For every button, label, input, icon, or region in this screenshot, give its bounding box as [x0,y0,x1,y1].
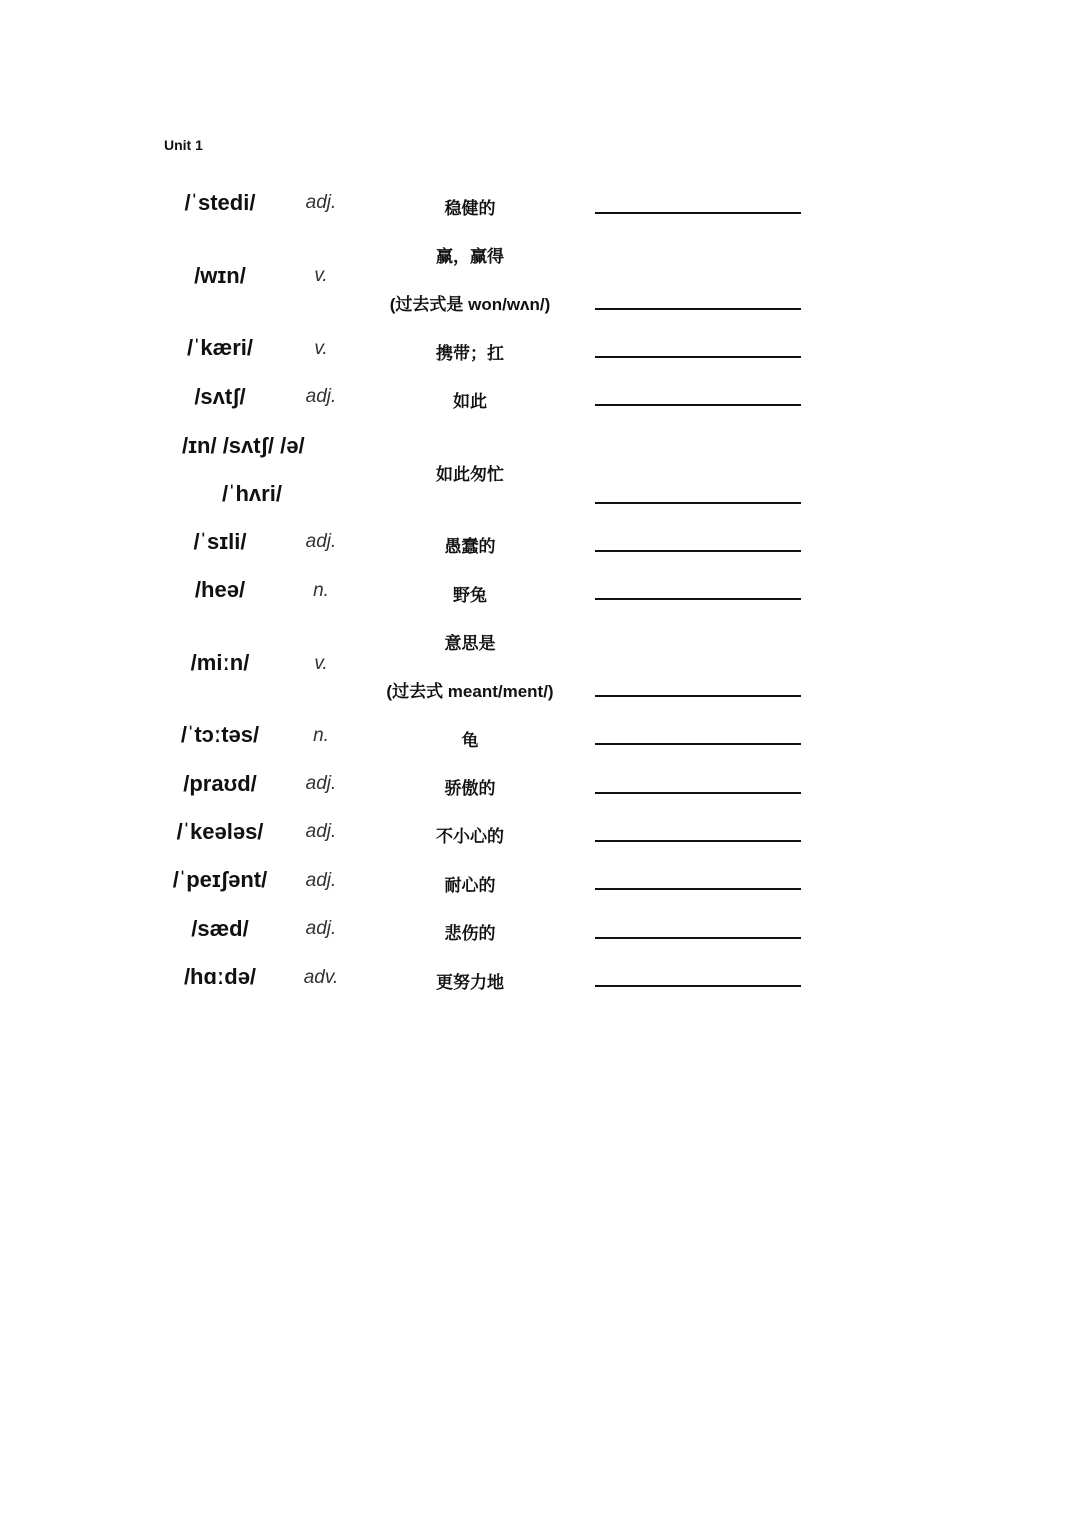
meaning-note: (过去式 meant/ment/) [386,682,554,701]
answer-blank[interactable] [595,308,801,310]
part-of-speech: v. [314,653,328,674]
phonetic: /ˈtɔːtəs/ [180,722,260,747]
meaning: 稳健的 [444,199,496,218]
meaning: 如此匆忙 [436,465,504,484]
phonetic: /sʌtʃ/ [194,384,246,409]
meaning: 愚蠢的 [444,537,496,556]
answer-blank[interactable] [595,502,801,504]
answer-blank[interactable] [595,792,801,794]
answer-blank[interactable] [595,937,801,939]
answer-blank[interactable] [595,404,801,406]
phonetic: /ˈpeɪʃənt/ [172,867,268,892]
part-of-speech: n. [313,580,329,601]
part-of-speech: adj. [305,821,337,842]
answer-blank[interactable] [595,743,801,745]
meaning: 携带；扛 [436,344,504,363]
part-of-speech: v. [314,338,328,359]
part-of-speech: v. [314,265,328,286]
phonetic: /ˈsɪli/ [193,529,247,554]
phonetic: /praʊd/ [183,771,257,796]
meaning: 赢，赢得 [436,247,504,266]
phonetic: /sæd/ [191,916,249,941]
answer-blank[interactable] [595,550,801,552]
answer-blank[interactable] [595,888,801,890]
meaning: 悲伤的 [444,924,496,943]
part-of-speech: adj. [305,192,337,213]
phonetic: /heə/ [194,577,246,602]
part-of-speech: adj. [305,773,337,794]
phonetic: /hɑːdə/ [183,964,257,989]
meaning: 如此 [453,392,487,411]
part-of-speech: adj. [305,918,337,939]
part-of-speech: adj. [305,870,337,891]
unit-title: Unit 1 [164,137,203,153]
answer-blank[interactable] [595,985,801,987]
meaning-note: (过去式是 won/wʌn/) [389,295,551,314]
phonetic: /ɪn/ /sʌtʃ/ /ə/ [182,433,305,458]
meaning: 骄傲的 [444,779,496,798]
part-of-speech: adj. [305,386,337,407]
phonetic: /miːn/ [190,650,250,675]
meaning: 龟 [461,731,479,750]
meaning: 不小心的 [436,827,504,846]
part-of-speech: n. [313,725,329,746]
meaning: 更努力地 [436,973,504,992]
part-of-speech: adv. [303,967,339,988]
phonetic: /wɪn/ [194,263,246,288]
phonetic: /ˈkeələs/ [176,819,264,844]
phonetic: /ˈstedi/ [184,190,256,215]
answer-blank[interactable] [595,840,801,842]
meaning: 耐心的 [444,876,496,895]
phonetic-line-2: /ˈhʌri/ [222,481,282,506]
answer-blank[interactable] [595,598,801,600]
answer-blank[interactable] [595,695,801,697]
answer-blank[interactable] [595,356,801,358]
answer-blank[interactable] [595,212,801,214]
phonetic: /ˈkæri/ [186,335,254,360]
meaning: 意思是 [444,634,496,653]
part-of-speech: adj. [305,531,337,552]
meaning: 野兔 [453,586,487,605]
